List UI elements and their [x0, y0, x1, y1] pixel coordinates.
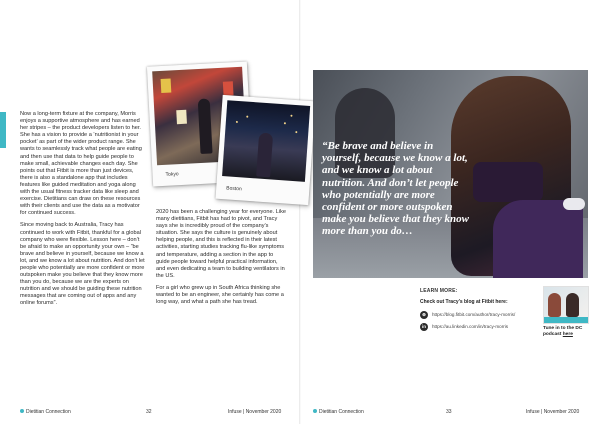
podcast-text: Tune in to the DC podcast: [543, 326, 583, 337]
photo-caption: Tokyo: [165, 171, 179, 178]
podcast-banner: [544, 317, 588, 323]
article-paragraph: For a girl who grew up in South Africa thinking she wanted to be an engineer, she certainly has come a long way, and what a path she has tread.: [156, 284, 284, 306]
page-number: 32: [146, 409, 152, 415]
page-number: 33: [446, 409, 452, 415]
article-paragraph: Since moving back to Australia, Tracy has continued to work with Fitbit, thankful for a global company who were flexible. Lesson here – don’t be afraid to make an opportunity your own – “be brave and believe in yourself, because we know a lot, and we know a lot about nutrition. And don’t let people who potentially are more confident or more outspoken make you believe that they know more than you do, because we are the experts on nutrition and we should be guiding these nutrition messages that are coming out of apps and any online forums”.: [20, 222, 145, 307]
linkedin-link[interactable]: [420, 322, 508, 331]
article-paragraph: 2020 has been a challenging year for everyone. Like many dietitians, Fitbit has had to pivot, and Tracy says she is incredibly proud of the company’s situation. She says the culture is genuinely about helping people, and this is reflected in their latest activities, starting studies tracking flu-like symptoms and temperature, adding a section in the app to guide people toward helpful practical information, and even dedicating a team to building ventilators in the US.: [156, 209, 286, 279]
city-light: [290, 115, 292, 117]
globe-icon: ⊕: [420, 311, 428, 319]
person-figure: [198, 98, 213, 154]
neon-sign: [161, 78, 172, 93]
brand-dot-icon: [20, 409, 24, 413]
brand-dot-icon: [313, 409, 317, 413]
section-accent-tab: [0, 112, 6, 148]
blog-link[interactable]: [420, 310, 515, 319]
host-photo: [548, 293, 561, 317]
page-gutter: [299, 0, 301, 424]
photo-caption: Boston: [226, 185, 242, 193]
issue-label: Infuse | November 2020: [526, 409, 580, 415]
boston-night-image: [222, 100, 310, 182]
footer-brand: [313, 409, 364, 415]
city-light: [284, 122, 286, 124]
podcast-thumbnail[interactable]: [543, 286, 589, 324]
city-light: [236, 121, 238, 123]
article-paragraph: Now a long-term fixture at the company, Morris enjoys a supportive atmosphere and has earned her stripes – the product developers listen to her. She has a vision to provide a ‘nutritionist in your pocket’ as part of the wider product range. She wants to seamlessly track what people are eating and then use that data to help guide people to make small, achievable changes each day. She points out that Fitbit is more than just devices, there is also a standalone app that includes features like guided meditation and yoga along with the usual fitness tracker data like sleep and exercise. Dietitians can draw on these resources with their clients and use the data as a motivator for continued success.: [20, 111, 142, 217]
boston-photo: [215, 95, 315, 205]
sneaker: [563, 198, 585, 210]
article-column-2: [156, 209, 286, 311]
linkedin-icon: in: [422, 324, 426, 329]
city-light: [246, 116, 248, 118]
athlete-leg: [493, 200, 583, 278]
article-column-1: [20, 111, 145, 313]
pull-quote: “Be brave and believe in yourself, because we know a lot, and we know a lot about nutrition. And don’t let people who potentially are more confident or more outspoken make you believe that they know more than you do…: [322, 140, 469, 238]
person-figure: [256, 133, 273, 178]
footer-brand-text: Dietitian Connection: [319, 409, 364, 415]
blog-url[interactable]: https://blog.fitbit.com/author/tracy-morris/: [432, 312, 516, 317]
podcast-callout: [543, 326, 593, 338]
linkedin-url[interactable]: https://au.linkedin.com/in/tracy-morris: [432, 324, 509, 329]
learn-more-subtitle: Check out Tracy’s blog at Fitbit here:: [420, 299, 508, 305]
sports-top: [473, 162, 543, 202]
footer-brand-text: Dietitian Connection: [26, 409, 71, 415]
host-photo: [566, 293, 579, 317]
neon-sign: [223, 81, 234, 96]
neon-sign: [176, 110, 187, 125]
podcast-link[interactable]: here: [562, 332, 573, 337]
issue-label: Infuse | November 2020: [228, 409, 282, 415]
city-light: [295, 131, 297, 133]
footer-brand: [20, 409, 71, 415]
learn-more-title: LEARN MORE:: [420, 288, 458, 294]
